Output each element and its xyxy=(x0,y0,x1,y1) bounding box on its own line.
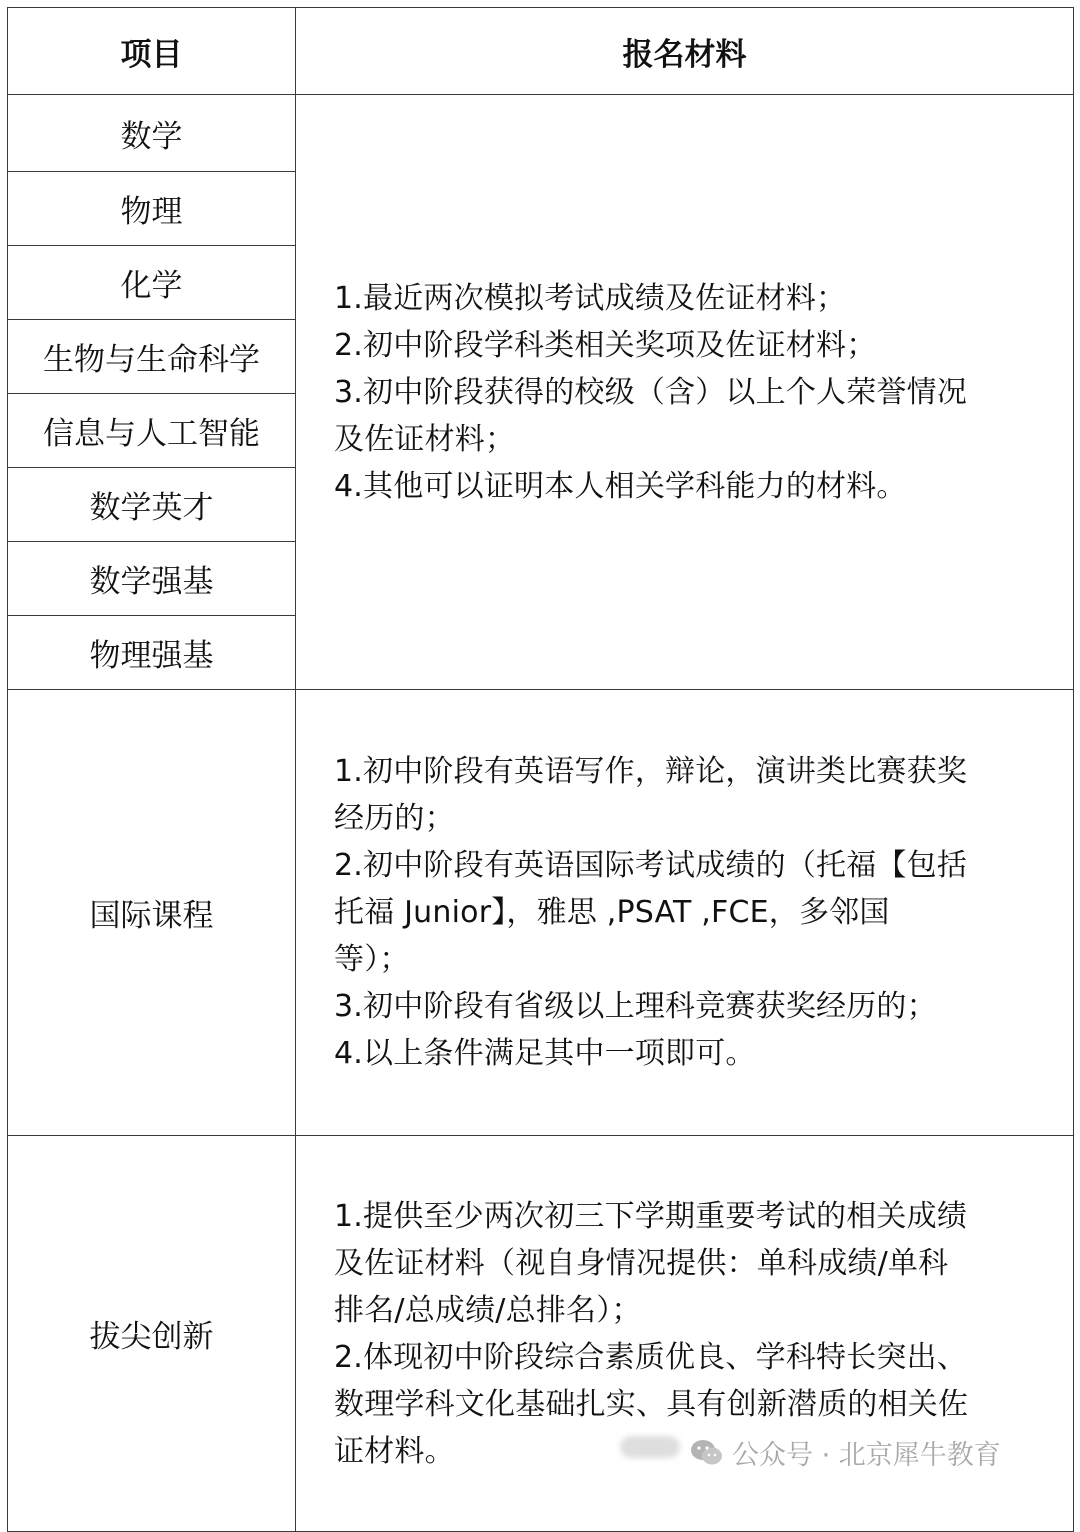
item-cell: 数学强基 xyxy=(8,542,296,616)
material-line: 1.最近两次模拟考试成绩及佐证材料； xyxy=(334,280,847,316)
wechat-icon xyxy=(690,1439,724,1467)
item-cell: 信息与人工智能 xyxy=(8,394,296,468)
table-row xyxy=(8,1136,1074,1532)
material-line: 等）； xyxy=(334,942,410,977)
material-line: 证材料。 xyxy=(334,1433,455,1469)
item-cell: 化学 xyxy=(8,246,296,320)
material-line: 经历的； xyxy=(334,801,455,836)
watermark-blur xyxy=(620,1436,680,1458)
item-cell: 数学英才 xyxy=(8,468,296,542)
header-materials: 报名材料 xyxy=(296,8,1074,95)
item-cell: 物理 xyxy=(8,172,296,246)
material-line: 排名/总成绩/总排名）； xyxy=(334,1292,642,1328)
material-line: 及佐证材料； xyxy=(334,421,516,457)
header-item: 项目 xyxy=(8,8,296,95)
registration-materials-table xyxy=(7,7,1074,1532)
material-line: 3.初中阶段有省级以上理科竞赛获奖经历的； xyxy=(334,989,937,1024)
table-row xyxy=(8,690,1074,1136)
material-line: 1.提供至少两次初三下学期重要考试的相关成绩 xyxy=(334,1198,968,1234)
header-row xyxy=(8,8,1074,95)
material-line: 4.以上条件满足其中一项即可。 xyxy=(334,1036,756,1071)
materials-cell-international xyxy=(296,690,1074,1136)
item-cell-international: 国际课程 xyxy=(8,690,296,1136)
material-line: 3.初中阶段获得的校级（含）以上个人荣誉情况 xyxy=(334,374,968,410)
table-row xyxy=(8,95,1074,172)
material-line: 托福 Junior】，雅思 ,PSAT ,FCE，多邻国 xyxy=(334,895,890,930)
watermark xyxy=(690,1433,1001,1472)
watermark-text: 公众号 · 北京犀牛教育 xyxy=(732,1440,1001,1471)
material-line: 数理学科文化基础扎实、具有创新潜质的相关佐 xyxy=(334,1386,969,1422)
item-cell: 数学 xyxy=(8,95,296,172)
material-line: 2.初中阶段学科类相关奖项及佐证材料； xyxy=(334,327,877,363)
material-line: 1.初中阶段有英语写作，辩论，演讲类比赛获奖 xyxy=(334,754,968,789)
material-line: 及佐证材料（视自身情况提供：单科成绩/单科 xyxy=(334,1245,949,1281)
materials-cell-subjects xyxy=(296,95,1074,690)
materials-cell-innovation xyxy=(296,1136,1074,1532)
material-line: 4.其他可以证明本人相关学科能力的材料。 xyxy=(334,468,907,504)
item-cell-innovation: 拔尖创新 xyxy=(8,1136,296,1532)
item-cell: 物理强基 xyxy=(8,616,296,690)
material-line: 2.初中阶段有英语国际考试成绩的（托福【包括 xyxy=(334,848,968,883)
material-line: 2.体现初中阶段综合素质优良、学科特长突出、 xyxy=(334,1339,968,1375)
item-cell: 生物与生命科学 xyxy=(8,320,296,394)
